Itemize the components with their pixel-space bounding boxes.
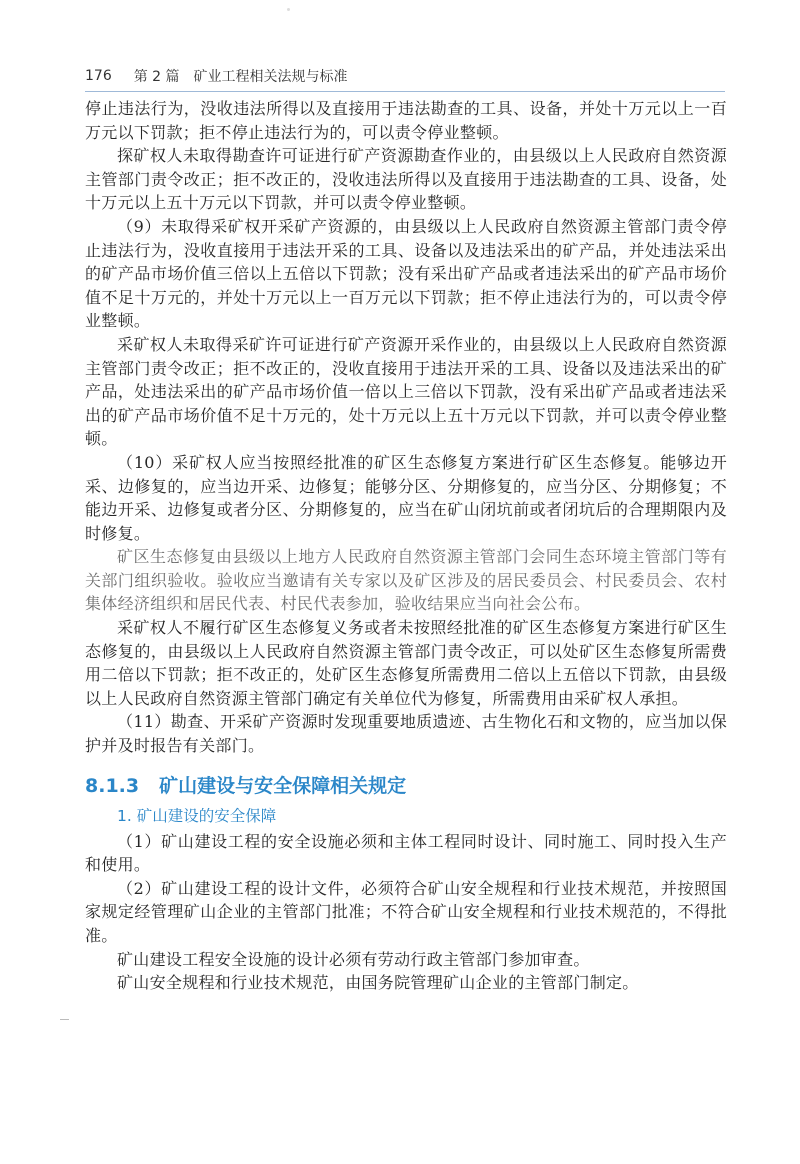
header-title: 矿业工程相关法规与标准 [193, 69, 348, 85]
paragraph: 探矿权人未取得勘查许可证进行矿产资源勘查作业的，由县级以上人民政府自然资源主管部门责令改正；拒不改正的，没收违法所得以及直接用于违法勘查的工具、设备，处十万元以上五十万元以下罚款，并可以责令停业整顿。 [85, 146, 727, 213]
paragraph: 矿山安全规程和行业技术规范，由国务院管理矿山企业的主管部门制定。 [117, 973, 639, 993]
paragraph: 矿山建设工程安全设施的设计必须有劳动行政主管部门参加审查。 [117, 949, 590, 969]
paragraph: （10）采矿权人应当按照经批准的矿区生态修复方案进行矿区生态修复。能够边开采、边修复的，应当边开采、边修复；能够分区、分期修复的，应当分区、分期修复；不能边开采、边修复或者分区、分期修复的，应当在矿山闭坑前或者闭坑后的合理期限内及时修复。 [85, 452, 727, 543]
paragraph: （11）勘查、开采矿产资源时发现重要地质遗迹、古生物化石和文物的，应当加以保护并及时报告有关部门。 [85, 712, 727, 756]
paragraph: 采矿权人未取得采矿许可证进行矿产资源开采作业的，由县级以上人民政府自然资源主管部门责令改正；拒不改正的，没收直接用于违法开采的工具、设备以及违法采出的矿产品，处违法采出的矿产品市场价值一倍以上三倍以下罚款，没有采出矿产品或者违法采出的矿产品市场价值不足十万元的，处十万元以上五十万元以下罚款，并可以责令停业整顿。 [85, 334, 727, 449]
paragraph: （1）矿山建设工程的安全设施必须和主体工程同时设计、同时施工、同时投入生产和使用。 [85, 831, 727, 875]
section-heading [85, 771, 727, 798]
part-label: 第 2 篇 [133, 69, 180, 85]
paragraph: 停止违法行为，没收违法所得以及直接用于违法勘查的工具、设备，并处十万元以上一百万元以下罚款；拒不停止违法行为的，可以责令停业整顿。 [85, 99, 727, 142]
header-rule [85, 91, 725, 92]
margin-mark [60, 1019, 69, 1020]
paragraph: 矿区生态修复由县级以上地方人民政府自然资源主管部门会同生态环境主管部门等有关部门组织验收。验收应当邀请有关专家以及矿区涉及的居民委员会、村民委员会、农村集体经济组织和居民代表、村民代表参加，验收结果应当向社会公布。 [85, 547, 727, 614]
paragraph: （2）矿山建设工程的设计文件，必须符合矿山安全规程和行业技术规范，并按照国家规定经管理矿山企业的主管部门批准；不符合矿山安全规程和行业技术规范的，不得批准。 [85, 878, 727, 945]
subsection-heading: 1. 矿山建设的安全保障 [117, 806, 277, 825]
section-number: 8.1.3 [85, 774, 140, 797]
paragraph: 采矿权人不履行矿区生态修复义务或者未按照经批准的矿区生态修复方案进行矿区生态修复的，由县级以上人民政府自然资源主管部门责令改正，可以处矿区生态修复所需费用二倍以下罚款；拒不改正的，处矿区生态修复所需费用二倍以上五倍以下罚款，由县级以上人民政府自然资源主管部门确定有关单位代为修复，所需费用由采矿权人承担。 [85, 618, 727, 708]
page-body [85, 97, 727, 995]
running-header [85, 64, 715, 88]
paragraph: （9）未取得采矿权开采矿产资源的，由县级以上人民政府自然资源主管部门责令停止违法行为，没收直接用于违法开采的工具、设备以及违法采出的矿产品，并处违法采出的矿产品市场价值三倍以上五倍以下罚款；没有采出矿产品或者违法采出的矿产品市场价值不足十万元的，并处十万元以上一百万元以下罚款；拒不停止违法行为的，可以责令停业整顿。 [85, 216, 727, 331]
scan-speck [287, 8, 290, 11]
page-number: 176 [85, 68, 112, 84]
section-title: 矿山建设与安全保障相关规定 [159, 774, 407, 797]
